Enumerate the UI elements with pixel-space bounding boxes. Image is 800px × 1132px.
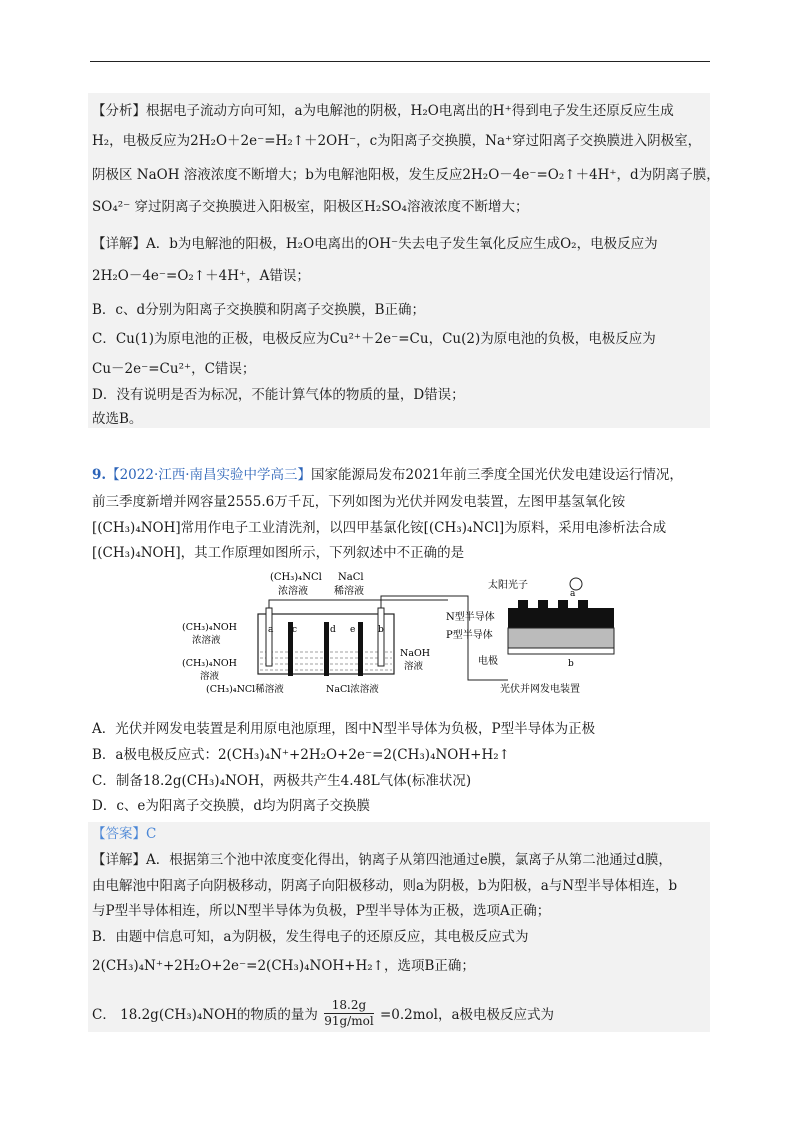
- electrode-b: [378, 608, 384, 666]
- option-d: D．c、e为阳离子交换膜，d均为阴离子交换膜: [92, 798, 371, 814]
- label-d: d: [330, 625, 336, 635]
- sun-label: 太阳光子: [488, 580, 528, 591]
- top-left-label-1: (CH₃)₄NCl: [270, 572, 322, 583]
- explain-line-5: 2(CH₃)₄N⁺+2H₂O+2e⁻=2(CH₃)₄NOH+H₂↑，选项B正确；: [92, 958, 475, 974]
- membrane-e: [358, 622, 363, 676]
- option-a: A．光伏并网发电装置是利用原电池原理，图中N型半导体为负极，P型半导体为正极: [92, 721, 596, 737]
- detail-line-4: C．Cu(1)为原电池的正极，电极反应为Cu²⁺＋2e⁻=Cu，Cu(2)为原电池的负极，电极反应为: [92, 331, 656, 347]
- p-type-label: P型半导体: [446, 630, 493, 641]
- left-label-2b: 溶液: [200, 671, 220, 682]
- explain-line-1: 【详解】A．根据第三个池中浓度变化得出，钠离子从第四池通过e膜，氯离子从第二池通过d膜，: [92, 852, 672, 868]
- answer-tag: 【答案】C: [92, 826, 157, 842]
- analysis-line-2: H₂，电极反应为2H₂O＋2e⁻=H₂↑＋2OH⁻，c为阳离子交换膜，Na⁺穿过阳离子交换膜进入阴极室，: [92, 133, 702, 149]
- wire-a: [269, 600, 448, 608]
- figure-svg: [178, 570, 628, 696]
- explain-line-2: 由电解池中阳离子向阴极移动，阴离子向阳极移动，则a为阴极，b为阳极，a与N型半导体相连，b: [92, 878, 678, 894]
- fraction-denominator: 91g/mol: [324, 1014, 374, 1028]
- pv-cell-2: [538, 600, 548, 608]
- option-c: C．制备18.2g(CH₃)₄NOH，两极共产生4.48L气体(标准状况): [92, 773, 472, 789]
- question-number: 9.: [92, 467, 107, 483]
- pv-label-b: b: [568, 659, 574, 669]
- question-line-2: 前三季度新增并网容量2555.6万千瓦，下列如图为光伏并网发电装置，左图甲基氢氧化铵: [92, 494, 626, 510]
- detail-line-6: D．没有说明是否为标况，不能计算气体的物质的量，D错误；: [92, 387, 465, 403]
- explain-line-4: B．由题中信息可知，a为阴极，发生得电子的还原反应，其电极反应式为: [92, 929, 529, 945]
- p-type-layer: [508, 628, 614, 648]
- explain-line-3: 与P型半导体相连，所以N型半导体为负极，P型半导体为正极，选项A正确；: [92, 903, 551, 919]
- detail-line-2: 2H₂O－4e⁻=O₂↑＋4H⁺，A错误；: [92, 268, 310, 284]
- pv-label-a: a: [570, 589, 576, 599]
- fraction: [324, 998, 373, 1029]
- top-right-label-1: NaCl: [338, 572, 364, 583]
- detail-line-7: 故选B。: [92, 411, 143, 427]
- n-type-label: N型半导体: [446, 612, 495, 623]
- label-a: a: [268, 625, 274, 635]
- pv-cell-3: [558, 600, 568, 608]
- analysis-line-4: SO₄²⁻ 穿过阴离子交换膜进入阳极室，阳极区H₂SO₄溶液浓度不断增大；: [92, 199, 529, 215]
- pv-cell-1: [518, 600, 528, 608]
- label-e: e: [350, 625, 356, 635]
- answer-block: [88, 822, 710, 1032]
- fraction-numerator: 18.2g: [324, 998, 373, 1014]
- electrode-a: [266, 608, 272, 666]
- n-type-layer: [508, 608, 614, 628]
- header-rule: [90, 61, 710, 62]
- question-source: 【2022·江西·南昌实验中学高三】: [106, 467, 312, 483]
- question-line-1: [92, 465, 683, 485]
- bottom-right-label: NaCl浓溶液: [326, 684, 379, 695]
- left-label-1b: 浓溶液: [192, 635, 221, 646]
- right-label-a: NaOH: [400, 648, 431, 659]
- detail-line-5: Cu－2e⁻=Cu²⁺，C错误；: [92, 361, 256, 377]
- explain-line-6b: =0.2mol，a极电极反应式为: [379, 1007, 555, 1023]
- pv-cell-4: [578, 600, 588, 608]
- analysis-line-1: 【分析】根据电子流动方向可知，a为电解池的阴极，H₂O电离出的H⁺得到电子发生还原反应生成: [92, 103, 674, 119]
- top-right-label-2: 稀溶液: [334, 586, 364, 597]
- explain-line-6a: C． 18.2g(CH₃)₄NOH的物质的量为: [92, 1007, 318, 1023]
- analysis-line-3: 阴极区 NaOH 溶液浓度不断增大；b为电解池阳极，发生反应2H₂O－4e⁻=O₂↑＋4H⁺，d为阴离子膜，: [92, 167, 720, 183]
- detail-line-1: 【详解】A．b为电解池的阳极，H₂O电离出的OH⁻失去电子发生氧化反应生成O₂，电极反应为: [92, 236, 658, 252]
- question-text-1: 国家能源局发布2021年前三季度全国光伏发电建设运行情况，: [311, 467, 683, 483]
- question-line-4: [(CH₃)₄NOH]，其工作原理如图所示，下列叙述中不正确的是: [92, 545, 465, 561]
- detail-line-3: B．c、d分别为阳离子交换膜和阴离子交换膜，B正确；: [92, 302, 426, 318]
- question-line-3: [(CH₃)₄NOH]常用作电子工业清洗剂，以四甲基氯化铵[(CH₃)₄NCl]为原料，采用电渗析法合成: [92, 520, 667, 536]
- left-label-1a: (CH₃)₄NOH: [182, 622, 237, 633]
- label-c: c: [292, 625, 298, 635]
- bottom-electrode: [508, 648, 614, 654]
- device-label: 光伏并网发电装置: [500, 684, 580, 695]
- label-b: b: [378, 625, 384, 635]
- electrode-label: 电极: [478, 656, 498, 667]
- top-left-label-2: 浓溶液: [278, 586, 308, 597]
- bottom-left-label: (CH₃)₄NCl稀溶液: [206, 684, 284, 695]
- analysis-block: [88, 93, 720, 428]
- right-label-b: 溶液: [404, 661, 424, 672]
- left-label-2a: (CH₃)₄NOH: [182, 658, 237, 669]
- option-b: B．a极电极反应式：2(CH₃)₄N⁺+2H₂O+2e⁻=2(CH₃)₄NOH+H₂↑: [92, 747, 510, 763]
- explain-line-6: [92, 1000, 554, 1031]
- electrodialysis-figure: [178, 570, 628, 696]
- membrane-d: [324, 622, 329, 676]
